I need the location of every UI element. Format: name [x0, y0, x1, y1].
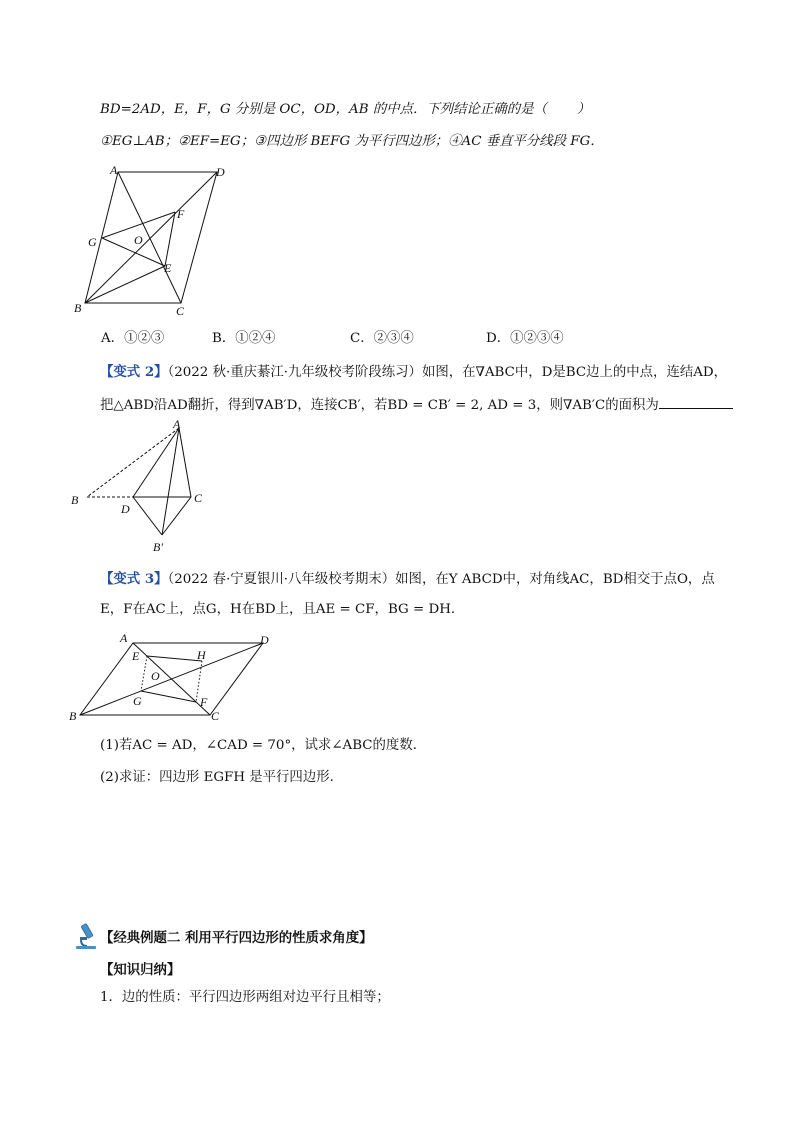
option-a-text: ①②③ [124, 331, 165, 346]
q1-label-c: C [176, 304, 185, 318]
v3-label-a: A [120, 631, 128, 645]
option-d-letter: D． [486, 331, 511, 346]
v3-label-e: E [132, 649, 140, 663]
q1-line1 [100, 101, 590, 119]
v2-seg-ac [179, 428, 191, 497]
v3-label-c: C [211, 709, 220, 723]
v3-seg-eg [141, 656, 147, 691]
option-a[interactable] [101, 330, 164, 348]
v2-label-bprime: B′ [153, 540, 163, 554]
q1-line2: ①EG⊥AB；②EF=EG；③四边形 BEFG 为平行四边形；④AC 垂直平分线段 FG． [100, 134, 604, 149]
v2-label-c: C [194, 491, 203, 505]
v3-seg-gf [141, 691, 196, 702]
v2-label-b: B [71, 493, 79, 507]
section-heading: 【经典例题二 利用平行四边形的性质求角度】 [100, 930, 373, 946]
q1-label-d: D [216, 165, 225, 179]
v2-tag: 【变式 2】 [100, 364, 168, 380]
v3-tag: 【变式 3】 [100, 571, 168, 587]
v2-seg-abp [162, 428, 179, 535]
v3-sub2: (2)求证：四边形 EGFH 是平行四边形． [100, 770, 343, 785]
option-c-letter: C． [350, 331, 374, 346]
q1-label-f: F [177, 207, 185, 221]
summary-title: 【知识归纳】 [100, 962, 181, 978]
v2-line2 [100, 395, 733, 415]
v2-label-d: D [121, 502, 130, 516]
v3-seg-eh [147, 656, 202, 661]
option-c[interactable] [350, 330, 414, 348]
summary-point-1: 1．边的性质：平行四边形两组对边平行且相等； [100, 990, 390, 1005]
v2-seg-cbp [162, 497, 191, 535]
v2-seg-ad [133, 428, 179, 497]
q1-seg-ef [165, 212, 175, 266]
v2-label-a: A [173, 418, 181, 431]
v3-label-h: H [197, 648, 206, 662]
option-b-text: ①②④ [235, 331, 276, 346]
q1-label-o: O [134, 233, 143, 247]
v2-seg-dbp [133, 497, 162, 535]
q1-seg-be [85, 266, 165, 303]
v2-figure [65, 418, 225, 558]
v2-line1-text: （2022 秋·重庆綦江·九年级校考阶段练习）如图，在∇ABC中，D是BC边上的中点，连结AD， [167, 365, 728, 380]
v2-line2-text: 把△ABD沿AD翻折，得到∇AB′D，连接CB′，若BD = CB′ = 2, AD = 3，则∇AB′C的面积为 [100, 398, 659, 413]
option-b-letter: B． [212, 331, 236, 346]
q1-label-b: B [74, 301, 82, 315]
v3-label-f: F [200, 695, 208, 709]
q1-line1-text: BD=2AD，E，F，G 分别是 OC，OD，AB 的中点．下列结论正确的是（ [100, 102, 547, 117]
q1-label-g: G [88, 235, 97, 249]
v3-figure [65, 625, 285, 730]
v3-line2: E，F在AC上，点G，H在BD上，且AE = CF，BG = DH． [100, 602, 465, 617]
option-a-letter: A． [101, 331, 125, 346]
microscope-icon [72, 922, 100, 950]
q1-figure [70, 160, 240, 320]
v3-line1-text: （2022 春·宁夏银川·八年级校考期末）如图，在Y ABCD中，对角线AC，BD相交于点O，点 [167, 572, 715, 587]
option-c-text: ②③④ [373, 331, 414, 346]
v3-label-o: O [151, 669, 160, 683]
v3-label-b: B [69, 709, 77, 723]
option-d-text: ①②③④ [510, 331, 564, 346]
v3-diagonal-bd [80, 643, 263, 715]
q1-label-e: E [164, 261, 172, 275]
v3-sub1: (1)若AC = AD，∠CAD = 70°，试求∠ABC的度数． [100, 738, 427, 753]
q1-label-a: A [110, 163, 118, 177]
v3-line1 [100, 570, 715, 589]
v2-line1 [100, 363, 727, 382]
v2-answer-blank[interactable] [659, 395, 733, 409]
v3-label-g: G [133, 694, 142, 708]
v3-label-d: D [260, 633, 269, 647]
v2-seg-ab [87, 428, 179, 497]
option-b[interactable] [212, 330, 275, 348]
q1-line1-close: ） [576, 102, 591, 117]
option-d[interactable] [486, 330, 564, 348]
